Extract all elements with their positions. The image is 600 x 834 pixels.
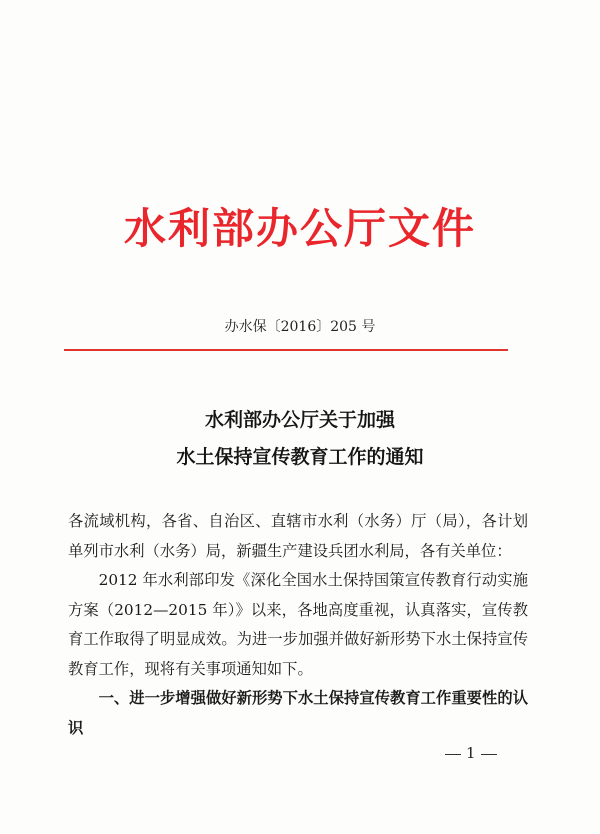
addressees-paragraph: 各流域机构，各省、自治区、直辖市水利（水务）厅（局），各计划单列市水利（水务）局，新疆生产建设兵团水利局，各有关单位： bbox=[68, 512, 528, 560]
document-header-title: 水利部办公厅文件 bbox=[123, 204, 476, 253]
red-divider-line bbox=[64, 349, 508, 351]
body-paragraph-1: 2012 年水利部印发《深化全国水土保持国策宣传教育行动实施方案（2012—2015 年）》以来，各地高度重视，认真落实，宣传教育工作取得了明显成效。为进一步加强并做好新形势下水土保持宣传教育工作，现将有关事项通知如下。 bbox=[68, 571, 528, 678]
page-number-value: 1 bbox=[466, 744, 476, 762]
notice-title-line-2: 水土保持宣传教育工作的通知 bbox=[176, 446, 424, 468]
document-body bbox=[68, 507, 528, 743]
page-number-right-dash bbox=[481, 754, 497, 755]
page-number bbox=[440, 744, 502, 762]
page-number-left-dash bbox=[445, 754, 461, 755]
section-1-heading: 一、进一步增强做好新形势下水土保持宣传教育工作重要性的认识 bbox=[68, 689, 528, 737]
notice-title-line-1: 水利部办公厅关于加强 bbox=[204, 409, 395, 431]
document-number: 办水保〔2016〕205 号 bbox=[224, 319, 376, 335]
